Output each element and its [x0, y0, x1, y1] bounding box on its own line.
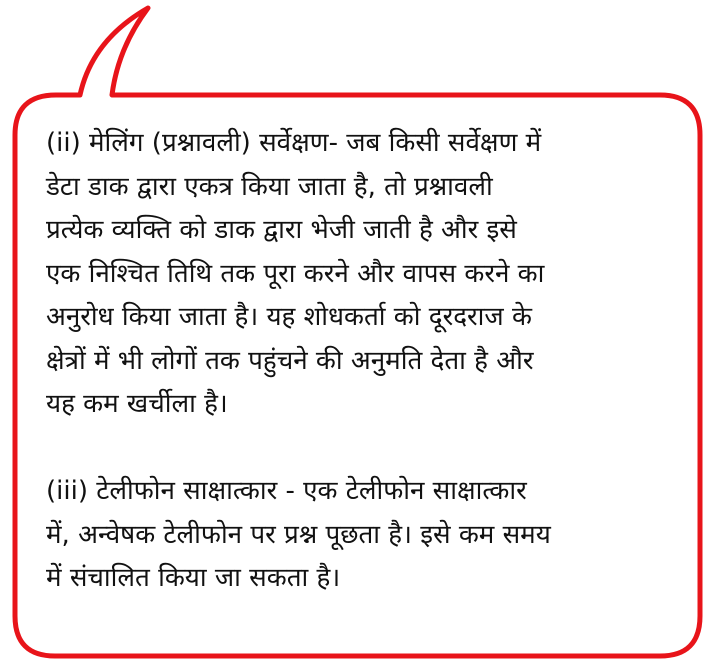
paragraph-line: (iii) टेलीफोन साक्षात्कार - एक टेलीफोन साक्षात्कार: [46, 476, 527, 506]
paragraph-line: क्षेत्रों में भी लोगों तक पहुंचने की अनुमति देता है और: [46, 345, 534, 376]
paragraph-line: यह कम खर्चीला है।: [46, 389, 228, 419]
paragraph-line: एक निश्चित तिथि तक पूरा करने और वापस करने का: [46, 258, 545, 289]
paragraph-line: में, अन्वेषक टेलीफोन पर प्रश्न पूछता है। इसे कम समय: [46, 519, 551, 550]
paragraph-line: प्रत्येक व्यक्ति को डाक द्वारा भेजी जाती है और इसे: [46, 215, 517, 245]
paragraph-line: डेटा डाक द्वारा एकत्र किया जाता है, तो प्रश्नावली: [46, 171, 493, 202]
paragraph-line: अनुरोध किया जाता है। यह शोधकर्ता को दूरदराज के: [46, 302, 532, 332]
paragraph-line: (ii) मेलिंग (प्रश्नावली) सर्वेक्षण- जब किसी सर्वेक्षण में: [46, 128, 542, 158]
paragraph-line: में संचालित किया जा सकता है।: [46, 563, 341, 593]
mailing-survey-paragraph: [46, 122, 676, 427]
telephone-interview-paragraph: [46, 470, 676, 601]
